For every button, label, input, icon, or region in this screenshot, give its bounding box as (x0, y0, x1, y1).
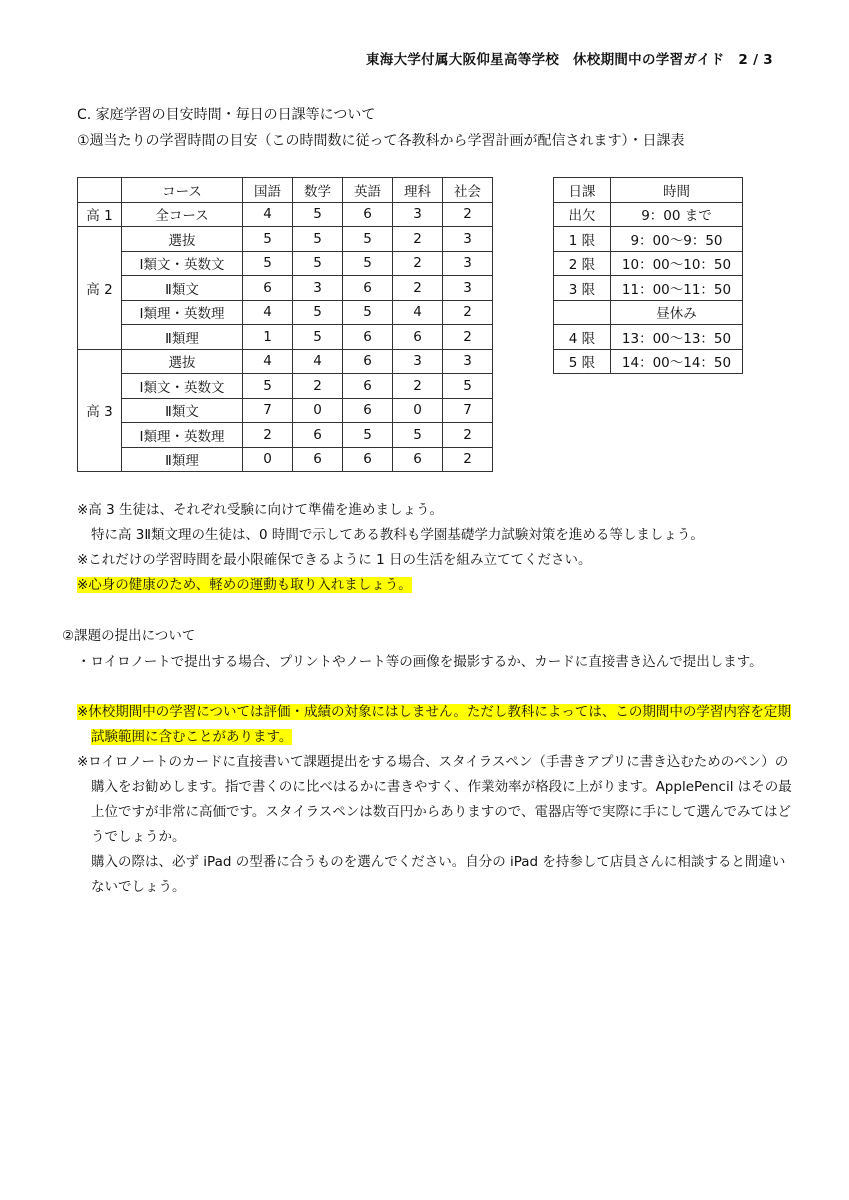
hours-cell: 4 (293, 349, 343, 374)
section-c-subtitle: ①週当たりの学習時間の目安（この時間数に従って各教科から学習計画が配信されます）・日課表 (77, 133, 685, 149)
hours-cell: 2 (443, 202, 493, 227)
section-2-body (77, 650, 792, 900)
study-table-row (78, 251, 493, 276)
study-table-row (78, 276, 493, 301)
hours-cell: 6 (293, 447, 343, 472)
grade-cell: 高 3 (78, 349, 122, 472)
hours-cell: 6 (343, 374, 393, 399)
study-table-row (78, 325, 493, 350)
hours-cell: 6 (343, 398, 393, 423)
study-table-row (78, 227, 493, 252)
hours-cell: 5 (293, 325, 343, 350)
header-time: 時間 (611, 178, 743, 203)
hours-cell: 6 (343, 276, 393, 301)
header-course: コース (122, 178, 243, 203)
hours-cell: 2 (393, 251, 443, 276)
hours-cell: 2 (393, 374, 443, 399)
course-cell: Ⅱ類文 (122, 276, 243, 301)
course-cell: 全コース (122, 202, 243, 227)
hours-cell: 7 (443, 398, 493, 423)
hours-cell: 5 (343, 423, 393, 448)
time-cell: 13：00～13：50 (611, 325, 743, 350)
time-cell: 昼休み (611, 300, 743, 325)
course-cell: Ⅱ類文 (122, 398, 243, 423)
time-cell: 11：00～11：50 (611, 276, 743, 301)
header-grade (78, 178, 122, 203)
hours-cell: 4 (243, 349, 293, 374)
period-cell (554, 300, 611, 325)
hours-cell: 0 (293, 398, 343, 423)
hours-cell: 5 (343, 300, 393, 325)
note-health-highlight: ※心身の健康のため、軽めの運動も取り入れましょう。 (77, 577, 412, 593)
hours-cell: 5 (243, 251, 293, 276)
course-cell: 選抜 (122, 349, 243, 374)
hours-cell: 3 (393, 349, 443, 374)
schedule-header-row (554, 178, 743, 203)
period-cell: 出欠 (554, 202, 611, 227)
hours-cell: 2 (393, 227, 443, 252)
hours-cell: 6 (293, 423, 343, 448)
hours-cell: 3 (443, 227, 493, 252)
note-study-time: ※これだけの学習時間を最小限確保できるように 1 日の生活を組み立ててください。 (77, 552, 592, 568)
period-cell: 1 限 (554, 227, 611, 252)
study-hours-table (77, 177, 493, 472)
time-cell: 9：00～9：50 (611, 227, 743, 252)
hours-cell: 2 (393, 276, 443, 301)
period-cell: 5 限 (554, 349, 611, 374)
schedule-row (554, 227, 743, 252)
hours-cell: 5 (243, 227, 293, 252)
hours-cell: 6 (243, 276, 293, 301)
study-table-row (78, 374, 493, 399)
hours-cell: 1 (243, 325, 293, 350)
course-cell: Ⅰ類文・英数文 (122, 374, 243, 399)
hours-cell: 6 (343, 202, 393, 227)
note-grade3: ※高 3 生徒は、それぞれ受験に向けて準備を進めましょう。 (77, 502, 443, 518)
hours-cell: 0 (393, 398, 443, 423)
schedule-row (554, 276, 743, 301)
evaluation-note-highlight: ※休校期間中の学習については評価・成績の対象にはしません。ただし教科によっては、この期間中の学習内容を定期試験範囲に含むことがあります。 (77, 704, 791, 745)
hours-cell: 5 (443, 374, 493, 399)
hours-cell: 0 (243, 447, 293, 472)
section-2-title: ②課題の提出について (62, 628, 196, 644)
study-table-row (78, 202, 493, 227)
header-math: 数学 (293, 178, 343, 203)
header-period: 日課 (554, 178, 611, 203)
study-table-row (78, 447, 493, 472)
hours-cell: 4 (243, 300, 293, 325)
hours-cell: 5 (293, 227, 343, 252)
study-table-header-row (78, 178, 493, 203)
schedule-row (554, 300, 743, 325)
daily-schedule-table (553, 177, 743, 374)
schedule-row (554, 325, 743, 350)
hours-cell: 5 (293, 202, 343, 227)
hours-cell: 4 (393, 300, 443, 325)
ipad-purchase-note: 購入の際は、必ず iPad の型番に合うものを選んでください。自分の iPad を持参して店員さんに相談すると間違いないでしょう。 (91, 854, 786, 895)
hours-cell: 5 (343, 227, 393, 252)
period-cell: 4 限 (554, 325, 611, 350)
note-grade3-detail: 特に高 3Ⅱ類文理の生徒は、0 時間で示してある教科も学園基礎学力試験対策を進める等しましょう。 (91, 527, 704, 543)
hours-cell: 5 (393, 423, 443, 448)
time-cell: 14：00～14：50 (611, 349, 743, 374)
hours-cell: 2 (293, 374, 343, 399)
schedule-row (554, 251, 743, 276)
grade-cell: 高 2 (78, 227, 122, 350)
hours-cell: 5 (293, 251, 343, 276)
page-number: 2 / 3 (738, 52, 773, 68)
grade-cell: 高 1 (78, 202, 122, 227)
course-cell: Ⅱ類理 (122, 447, 243, 472)
hours-cell: 2 (443, 300, 493, 325)
hours-cell: 5 (293, 300, 343, 325)
hours-cell: 2 (443, 423, 493, 448)
course-cell: Ⅰ類文・英数文 (122, 251, 243, 276)
period-cell: 2 限 (554, 251, 611, 276)
course-cell: Ⅰ類理・英数理 (122, 423, 243, 448)
submission-bullet: ・ロイロノートで提出する場合、プリントやノート等の画像を撮影するか、カードに直接書き込んで提出します。 (77, 654, 763, 670)
header-english: 英語 (343, 178, 393, 203)
page-header (366, 48, 773, 68)
hours-cell: 5 (343, 251, 393, 276)
course-cell: Ⅰ類理・英数理 (122, 300, 243, 325)
hours-cell: 3 (443, 251, 493, 276)
document-title: 東海大学付属大阪仰星高等学校 休校期間中の学習ガイド (365, 52, 725, 68)
header-japanese: 国語 (243, 178, 293, 203)
hours-cell: 3 (393, 202, 443, 227)
hours-cell: 2 (443, 325, 493, 350)
hours-cell: 6 (393, 447, 443, 472)
hours-cell: 6 (343, 325, 393, 350)
hours-cell: 4 (243, 202, 293, 227)
schedule-row (554, 202, 743, 227)
header-science: 理科 (393, 178, 443, 203)
study-table-row (78, 398, 493, 423)
schedule-row (554, 349, 743, 374)
hours-cell: 3 (443, 276, 493, 301)
time-cell: 10：00～10：50 (611, 251, 743, 276)
hours-cell: 6 (393, 325, 443, 350)
section-c-title: C. 家庭学習の目安時間・毎日の日課等について (77, 107, 376, 123)
study-table-row (78, 423, 493, 448)
course-cell: Ⅱ類理 (122, 325, 243, 350)
hours-cell: 6 (343, 349, 393, 374)
hours-cell: 3 (443, 349, 493, 374)
period-cell: 3 限 (554, 276, 611, 301)
time-cell: 9：00 まで (611, 202, 743, 227)
course-cell: 選抜 (122, 227, 243, 252)
study-table-row (78, 300, 493, 325)
hours-cell: 3 (293, 276, 343, 301)
hours-cell: 6 (343, 447, 393, 472)
hours-cell: 2 (243, 423, 293, 448)
hours-cell: 5 (243, 374, 293, 399)
hours-cell: 7 (243, 398, 293, 423)
header-social: 社会 (443, 178, 493, 203)
stylus-pen-note: ※ロイロノートのカードに直接書いて課題提出をする場合、スタイラスペン（手書きアプリに書き込むためのペン）の購入をお勧めします。指で書くのに比べはるかに書きやすく、作業効率が格段に上がります。ApplePencil はその最上位ですが非常に高価です。スタイラスペンは数百円からありますので、電器店等で実際に手にして選んでみてはどうでしょうか。 (77, 754, 792, 845)
notes-block (77, 498, 704, 598)
study-table-row (78, 349, 493, 374)
hours-cell: 2 (443, 447, 493, 472)
